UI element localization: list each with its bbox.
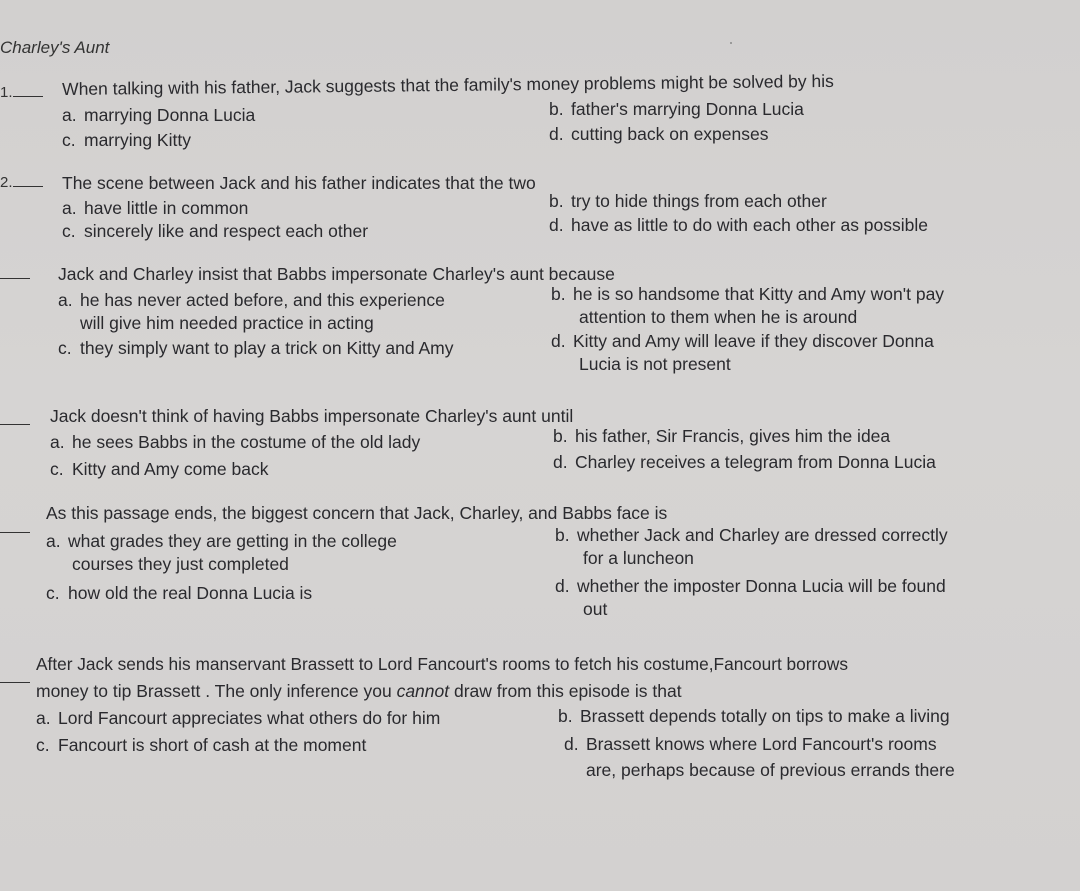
option-text-continued: will give him needed practice in acting [80, 313, 374, 333]
option-text-continued: are, perhaps because of previous errands there [586, 760, 955, 780]
question-stem: Jack and Charley insist that Babbs impersonate Charley's aunt because [58, 264, 615, 284]
option-text: he has never acted before, and this experience [80, 290, 445, 310]
option-c[interactable]: c. how old the real Donna Lucia is [46, 583, 313, 603]
question-stem-continued: money to tip Brassett . The only inference you cannot draw from this episode is that [36, 681, 682, 701]
option-text-continued: Lucia is not present [579, 354, 731, 374]
option-b[interactable]: b. whether Jack and Charley are dressed correctly for a luncheon [555, 525, 948, 568]
option-b[interactable]: b. Brassett depends totally on tips to make a living [558, 706, 950, 726]
option-text: Charley receives a telegram from Donna Lucia [575, 452, 936, 472]
option-d[interactable]: d. Kitty and Amy will leave if they discover Donna Lucia is not present [551, 331, 934, 374]
option-text: Lord Fancourt appreciates what others do for him [58, 708, 441, 728]
paper-speck [730, 42, 732, 44]
option-b[interactable]: b. his father, Sir Francis, gives him the idea [553, 426, 891, 446]
option-text: sincerely like and respect each other [84, 221, 369, 241]
option-text: Fancourt is short of cash at the moment [58, 735, 367, 755]
option-text: try to hide things from each other [571, 191, 827, 211]
option-text: marrying Kitty [84, 130, 191, 150]
option-text: whether Jack and Charley are dressed correctly [577, 525, 948, 545]
answer-blank-6[interactable] [0, 670, 30, 687]
option-text: have little in common [84, 198, 249, 218]
answer-line [0, 412, 30, 425]
worksheet-title: Charley's Aunt [0, 38, 110, 57]
option-text: have as little to do with each other as possible [571, 215, 929, 235]
question-number: 2. [0, 174, 13, 191]
option-d[interactable]: d. Brassett knows where Lord Fancourt's rooms are, perhaps because of previous errands there [564, 734, 955, 780]
question-stem: After Jack sends his manservant Brassett to Lord Fancourt's rooms to fetch his costume,Fancourt borrows [36, 654, 849, 674]
option-text-continued: for a luncheon [583, 548, 694, 568]
answer-line [0, 670, 30, 683]
option-text: Kitty and Amy will leave if they discover Donna [573, 331, 934, 351]
question-stem: Jack doesn't think of having Babbs impersonate Charley's aunt until [50, 406, 574, 426]
option-text: cutting back on expenses [571, 124, 769, 144]
option-b[interactable]: b. try to hide things from each other [549, 191, 827, 211]
option-text: his father, Sir Francis, gives him the idea [575, 426, 891, 446]
answer-blank-3[interactable] [0, 266, 30, 283]
option-a[interactable]: a. what grades they are getting in the college courses they just completed [46, 531, 397, 574]
option-c[interactable]: c. Kitty and Amy come back [50, 459, 269, 479]
option-text: father's marrying Donna Lucia [571, 99, 804, 119]
option-text: he is so handsome that Kitty and Amy won't pay [573, 284, 945, 304]
question-stem: When talking with his father, Jack suggests that the family's money problems might be solved by his [62, 70, 834, 99]
option-text-continued: out [583, 599, 608, 619]
option-text: he sees Babbs in the costume of the old lady [72, 432, 421, 452]
option-text: marrying Donna Lucia [84, 105, 256, 125]
answer-blank-4[interactable] [0, 412, 30, 429]
question-number: 1. [0, 84, 13, 101]
option-d[interactable]: d. whether the imposter Donna Lucia will be found out [555, 576, 946, 619]
answer-blank-2[interactable] [0, 174, 43, 191]
option-b[interactable]: b. father's marrying Donna Lucia [549, 99, 804, 119]
question-stem: The scene between Jack and his father indicates that the two [62, 173, 536, 193]
answer-line [13, 174, 43, 187]
emphasis-cannot: cannot [396, 681, 450, 701]
option-text: Brassett depends totally on tips to make a living [580, 706, 950, 726]
option-a[interactable]: a. he has never acted before, and this experience will give him needed practice in acting [58, 290, 445, 333]
option-text: whether the imposter Donna Lucia will be found [577, 576, 946, 596]
option-a[interactable]: a. marrying Donna Lucia [62, 105, 256, 125]
option-a[interactable]: a. have little in common [62, 198, 249, 218]
question-stem: As this passage ends, the biggest concern that Jack, Charley, and Babbs face is [46, 503, 668, 523]
option-c[interactable]: c. Fancourt is short of cash at the moment [36, 735, 367, 755]
option-text: what grades they are getting in the college [68, 531, 397, 551]
option-d[interactable]: d. have as little to do with each other as possible [549, 215, 929, 235]
option-b[interactable]: b. he is so handsome that Kitty and Amy won't pay attention to them when he is around [551, 284, 945, 327]
option-c[interactable]: c. marrying Kitty [62, 130, 191, 150]
option-d[interactable]: d. cutting back on expenses [549, 124, 769, 144]
option-c[interactable]: c. they simply want to play a trick on Kitty and Amy [58, 338, 454, 358]
answer-blank-1[interactable] [0, 84, 43, 101]
answer-line [0, 266, 30, 279]
option-text-continued: attention to them when he is around [579, 307, 858, 327]
option-text: they simply want to play a trick on Kitty and Amy [80, 338, 454, 358]
option-c[interactable]: c. sincerely like and respect each other [62, 221, 369, 241]
option-text-continued: courses they just completed [72, 554, 289, 574]
option-text: how old the real Donna Lucia is [68, 583, 313, 603]
answer-line [0, 520, 30, 533]
option-text: Brassett knows where Lord Fancourt's rooms [586, 734, 937, 754]
answer-blank-5[interactable] [0, 520, 30, 537]
option-a[interactable]: a. he sees Babbs in the costume of the old lady [50, 432, 421, 452]
option-a[interactable]: a. Lord Fancourt appreciates what others do for him [36, 708, 441, 728]
option-text: Kitty and Amy come back [72, 459, 269, 479]
answer-line [13, 84, 43, 97]
option-d[interactable]: d. Charley receives a telegram from Donna Lucia [553, 452, 936, 472]
